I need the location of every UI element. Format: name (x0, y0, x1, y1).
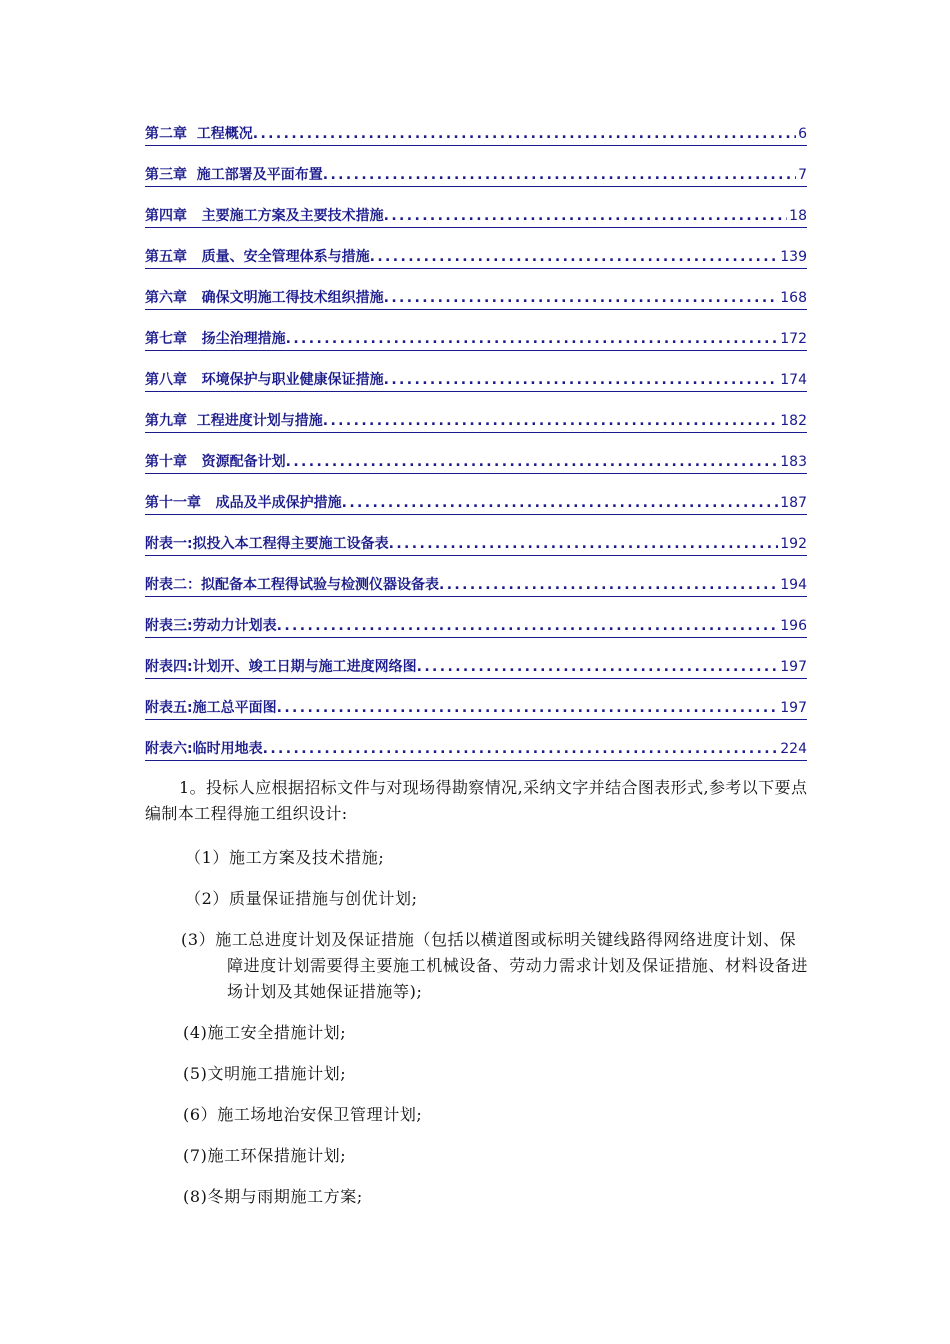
list-item: (3）施工总进度计划及保证措施（包括以横道图或标明关键线路得网络进度计划、保障进度计划需要得主要施工机械设备、劳动力需求计划及保证措施、材料设备进场计划及其她保证措施等); (181, 930, 809, 1001)
toc-leader-dots (277, 615, 779, 637)
toc-entry-title: 附表一:拟投入本工程得主要施工设备表 (145, 536, 389, 552)
list-item: (4)施工安全措施计划; (183, 1023, 347, 1042)
toc-entry-page: 197 (780, 700, 807, 716)
toc-entry-title: 第二章 工程概况 (145, 126, 253, 142)
toc-entry-title: 第十一章 成品及半成保护措施 (145, 495, 342, 511)
table-of-contents (145, 124, 807, 761)
body-text (145, 775, 810, 1210)
toc-leader-dots (439, 574, 778, 596)
toc-entry-chapter-10[interactable] (145, 433, 807, 474)
toc-entry-page: 139 (780, 249, 807, 265)
list-item: (8)冬期与雨期施工方案; (183, 1187, 363, 1206)
toc-leader-dots (417, 656, 779, 678)
toc-entry-page: 168 (780, 290, 807, 306)
toc-entry-page: 197 (780, 659, 807, 675)
toc-entry-chapter-3[interactable] (145, 146, 807, 187)
toc-leader-dots (323, 164, 796, 186)
toc-entry-title: 附表二：拟配备本工程得试验与检测仪器设备表 (145, 577, 439, 593)
toc-entry-title: 附表六:临时用地表 (145, 741, 263, 757)
toc-leader-dots (384, 287, 779, 309)
toc-entry-appendix-2[interactable] (145, 556, 807, 597)
toc-leader-dots (384, 205, 788, 227)
list-item: (7)施工环保措施计划; (183, 1146, 347, 1165)
toc-entry-page: 196 (780, 618, 807, 634)
toc-entry-page: 172 (780, 331, 807, 347)
toc-entry-appendix-4[interactable] (145, 638, 807, 679)
toc-entry-title: 第八章 环境保护与职业健康保证措施 (145, 372, 384, 388)
list-item: （1）施工方案及技术措施; (185, 848, 385, 867)
toc-entry-chapter-4[interactable] (145, 187, 807, 228)
toc-leader-dots (253, 124, 796, 145)
toc-entry-title: 第六章 确保文明施工得技术组织措施 (145, 290, 384, 306)
toc-entry-page: 194 (780, 577, 807, 593)
toc-entry-chapter-7[interactable] (145, 310, 807, 351)
toc-leader-dots (342, 492, 779, 514)
toc-entry-page: 18 (789, 208, 807, 224)
list-item: (5)文明施工措施计划; (183, 1064, 347, 1083)
toc-entry-appendix-5[interactable] (145, 679, 807, 720)
toc-entry-title: 第十章 资源配备计划 (145, 454, 286, 470)
toc-leader-dots (370, 246, 779, 268)
toc-leader-dots (263, 738, 779, 760)
toc-entry-chapter-5[interactable] (145, 228, 807, 269)
toc-entry-title: 第四章 主要施工方案及主要技术措施 (145, 208, 384, 224)
toc-entry-appendix-3[interactable] (145, 597, 807, 638)
toc-entry-appendix-6[interactable] (145, 720, 807, 761)
list-item: （2）质量保证措施与创优计划; (185, 889, 418, 908)
toc-leader-dots (286, 328, 779, 350)
toc-entry-page: 6 (798, 126, 807, 142)
toc-entry-page: 183 (780, 454, 807, 470)
intro-paragraph: 1。投标人应根据招标文件与对现场得勘察情况,采纳文字并结合图表形式,参考以下要点编制本工程得施工组织设计: (145, 778, 808, 823)
toc-leader-dots (384, 369, 779, 391)
toc-entry-chapter-2[interactable] (145, 124, 807, 146)
toc-entry-title: 附表五:施工总平面图 (145, 700, 277, 716)
toc-entry-chapter-9[interactable] (145, 392, 807, 433)
toc-entry-title: 第三章 施工部署及平面布置 (145, 167, 323, 183)
toc-entry-page: 224 (780, 741, 807, 757)
toc-entry-title: 第五章 质量、安全管理体系与措施 (145, 249, 370, 265)
toc-leader-dots (286, 451, 779, 473)
toc-entry-title: 附表四:计划开、竣工日期与施工进度网络图 (145, 659, 417, 675)
toc-entry-chapter-8[interactable] (145, 351, 807, 392)
list-item: (6）施工场地治安保卫管理计划; (183, 1105, 423, 1124)
toc-entry-page: 192 (780, 536, 807, 552)
toc-leader-dots (389, 533, 779, 555)
toc-entry-page: 7 (798, 167, 807, 183)
toc-entry-title: 附表三:劳动力计划表 (145, 618, 277, 634)
toc-leader-dots (323, 410, 779, 432)
toc-entry-chapter-6[interactable] (145, 269, 807, 310)
toc-entry-chapter-11[interactable] (145, 474, 807, 515)
toc-entry-page: 174 (780, 372, 807, 388)
toc-entry-title: 第七章 扬尘治理措施 (145, 331, 286, 347)
toc-leader-dots (277, 697, 779, 719)
toc-entry-page: 187 (780, 495, 807, 511)
toc-entry-page: 182 (780, 413, 807, 429)
toc-entry-title: 第九章 工程进度计划与措施 (145, 413, 323, 429)
toc-entry-appendix-1[interactable] (145, 515, 807, 556)
